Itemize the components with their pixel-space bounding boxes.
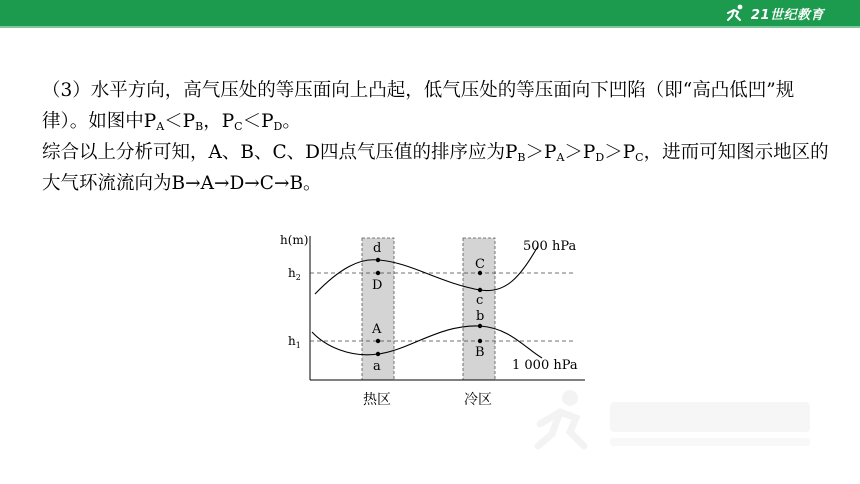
point-c — [478, 288, 482, 292]
brand-text: 21世纪教育 — [750, 7, 824, 23]
explanation-text — [42, 75, 832, 199]
h1-label: $h_1$ — [288, 334, 301, 350]
label-a: a — [373, 359, 381, 374]
label-500hpa: 500 hPa — [523, 239, 577, 254]
label-b: b — [476, 309, 485, 324]
hot-zone-label: 热区 — [363, 392, 391, 408]
cold-zone-label: 冷区 — [464, 392, 492, 408]
watermark-logo — [530, 384, 830, 454]
point-b — [478, 324, 482, 328]
point-A — [376, 339, 380, 343]
label-1000hpa: 1 000 hPa — [512, 358, 578, 373]
label-C: C — [475, 257, 485, 272]
point-d — [376, 258, 380, 262]
y-axis-label: h(m) — [280, 233, 309, 247]
runner-icon — [725, 4, 747, 22]
isobar-500 — [315, 246, 538, 294]
label-B: B — [475, 345, 485, 360]
label-d: d — [373, 241, 382, 256]
point-B — [478, 339, 482, 343]
h2-label: $h_2$ — [288, 266, 301, 282]
point-a — [376, 352, 380, 356]
banner-divider — [0, 26, 860, 28]
label-A: A — [372, 322, 382, 337]
label-c: c — [476, 293, 484, 308]
isobar-1000 — [312, 326, 542, 358]
paragraph-conclusion: 综合以上分析可知，A、B、C、D四点气压值的排序应为$P_B>P_A>P_D>P_C$，进而可知图示地区的大气环流流向为B→A→D→C→B。 — [42, 142, 829, 194]
paragraph-rule: （3）水平方向，高气压处的等压面向上凸起，低气压处的等压面向下凹陷（即“高凸低凹”规律）。如图中$P_A<P_B$，$P_C<P_D$。 — [42, 80, 795, 133]
label-D: D — [372, 278, 383, 293]
point-D — [376, 271, 380, 275]
brand-logo — [725, 3, 824, 23]
